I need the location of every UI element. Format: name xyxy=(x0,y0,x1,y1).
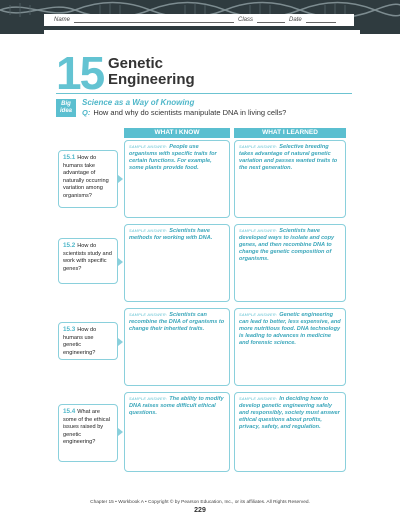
column-header-what-i-learned: WHAT I LEARNED xyxy=(234,128,346,138)
class-blank[interactable] xyxy=(257,17,285,23)
arrow-icon xyxy=(118,258,123,266)
what-i-learned-cell[interactable] xyxy=(234,140,346,218)
what-i-know-cell[interactable] xyxy=(124,140,230,218)
title-divider xyxy=(56,93,352,94)
row-question-15-1 xyxy=(58,150,118,208)
what-i-learned-answer: In deciding how to develop genetic engineering safely and responsibly, society must answer ethical questions about profits, privacy, safety, and regulation. xyxy=(239,396,340,430)
big-idea-title: Science as a Way of Knowing xyxy=(82,98,195,107)
class-label: Class xyxy=(238,17,254,23)
arrow-icon xyxy=(118,338,123,346)
lesson-question: What are some of the ethical issues raised by genetic engineering? xyxy=(63,409,110,445)
lesson-question: How do scientists study and work with specific genes? xyxy=(63,243,112,272)
lesson-number: 15.3 xyxy=(63,326,76,333)
lesson-question: How do humans use genetic engineering? xyxy=(63,327,97,356)
date-blank[interactable] xyxy=(306,17,336,23)
lesson-number: 15.1 xyxy=(63,154,76,161)
what-i-learned-answer: Scientists have developed ways to isolate and copy genes, and then recombine DNA to change the genetic composition of organisms. xyxy=(239,228,335,262)
sample-answer-label: SAMPLE ANSWER: xyxy=(129,397,168,401)
lesson-number: 15.2 xyxy=(63,242,76,249)
what-i-learned-answer: Genetic engineering can lead to better, less expensive, and more nutritious food. DNA technology is leading to advances in medicine and forensic science. xyxy=(239,312,341,346)
what-i-know-answer: The ability to modify DNA raises some difficult ethical questions. xyxy=(129,396,224,416)
name-label: Name xyxy=(54,17,71,23)
chapter-number: 15 xyxy=(56,47,104,99)
name-blank[interactable] xyxy=(74,17,234,23)
big-idea-badge xyxy=(56,99,76,117)
question-label: Q: xyxy=(82,108,91,117)
arrow-icon xyxy=(118,175,123,183)
chapter-title-line2: Engineering xyxy=(108,71,195,88)
arrow-icon xyxy=(118,428,123,436)
lesson-question: How do humans take advantage of naturally occurring variation among organisms? xyxy=(63,155,109,199)
sample-answer-label: SAMPLE ANSWER: xyxy=(239,229,278,233)
lesson-number: 15.4 xyxy=(63,408,76,415)
row-question-15-2 xyxy=(58,238,118,284)
what-i-know-cell[interactable] xyxy=(124,392,230,472)
date-label: Date xyxy=(289,17,302,23)
column-header-what-i-know: WHAT I KNOW xyxy=(124,128,230,138)
what-i-know-cell[interactable] xyxy=(124,308,230,386)
big-idea-badge-line1: Big xyxy=(61,101,71,107)
name-class-date-line xyxy=(44,14,354,26)
row-question-15-3 xyxy=(58,322,118,360)
chapter-title-line1: Genetic xyxy=(108,55,164,72)
page-number: 229 xyxy=(194,507,206,514)
big-idea-question xyxy=(82,108,286,117)
what-i-learned-cell[interactable] xyxy=(234,224,346,302)
what-i-learned-answer: Selective breeding takes advantage of natural genetic variation and passes wanted traits to the next generation. xyxy=(239,144,338,171)
what-i-learned-cell[interactable] xyxy=(234,308,346,386)
sample-answer-label: SAMPLE ANSWER: xyxy=(129,145,168,149)
what-i-learned-cell[interactable] xyxy=(234,392,346,472)
chapter-title xyxy=(108,56,195,88)
sample-answer-label: SAMPLE ANSWER: xyxy=(239,145,278,149)
what-i-know-answer: Scientists have methods for working with DNA. xyxy=(129,228,213,241)
sample-answer-label: SAMPLE ANSWER: xyxy=(129,229,168,233)
question-text: How and why do scientists manipulate DNA in living cells? xyxy=(93,108,287,117)
row-question-15-4 xyxy=(58,404,118,462)
sample-answer-label: SAMPLE ANSWER: xyxy=(239,313,278,317)
sample-answer-label: SAMPLE ANSWER: xyxy=(129,313,168,317)
footer-copyright: Chapter 15 • Workbook A • Copyright © by Pearson Education, Inc., or its affiliates. All Rights Reserved. xyxy=(90,500,310,505)
big-idea-badge-line2: idea xyxy=(59,108,72,114)
what-i-know-answer: Scientists can recombine the DNA of organisms to change their inherited traits. xyxy=(129,312,225,332)
what-i-know-answer: People use organisms with specific traits for certain functions. For example, some plants provide food. xyxy=(129,144,217,171)
sample-answer-label: SAMPLE ANSWER: xyxy=(239,397,278,401)
what-i-know-cell[interactable] xyxy=(124,224,230,302)
